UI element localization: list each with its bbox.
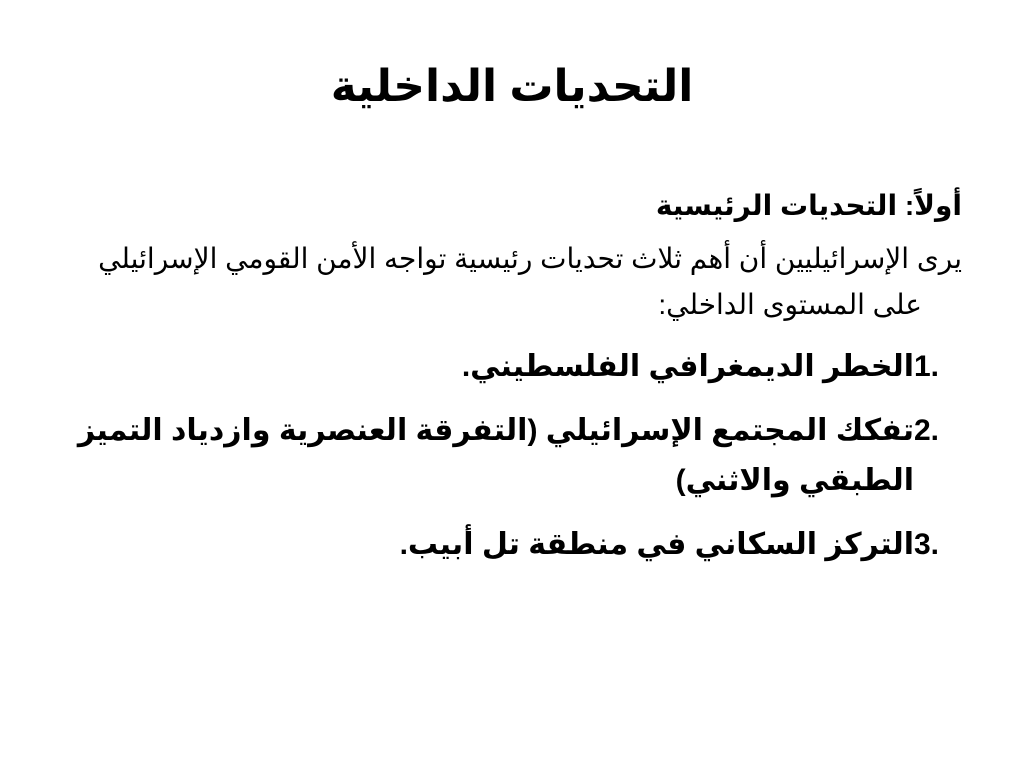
list-item-number: 1.	[914, 350, 940, 383]
slide-content	[62, 184, 962, 584]
intro-paragraph: يرى الإسرائيليين أن أهم ثلاث تحديات رئيسية تواجه الأمن القومي الإسرائيلي على المستوى الداخلي:	[98, 243, 962, 320]
challenges-list	[62, 342, 962, 570]
section-heading: أولاً: التحديات الرئيسية	[655, 190, 962, 221]
list-item-text: تفكك المجتمع الإسرائيلي (التفرقة العنصرية وازدياد التميز الطبقي والاثني)	[77, 414, 914, 497]
list-item	[62, 342, 962, 392]
list-item-number: 3.	[914, 528, 940, 561]
list-item	[62, 520, 962, 570]
list-item	[62, 406, 962, 506]
slide-title: التحديات الداخلية	[330, 62, 694, 111]
list-item-text: الخطر الديمغرافي الفلسطيني.	[461, 350, 914, 383]
list-item-text: التركز السكاني في منطقة تل أبيب.	[399, 528, 914, 561]
list-item-number: 2.	[914, 414, 940, 447]
